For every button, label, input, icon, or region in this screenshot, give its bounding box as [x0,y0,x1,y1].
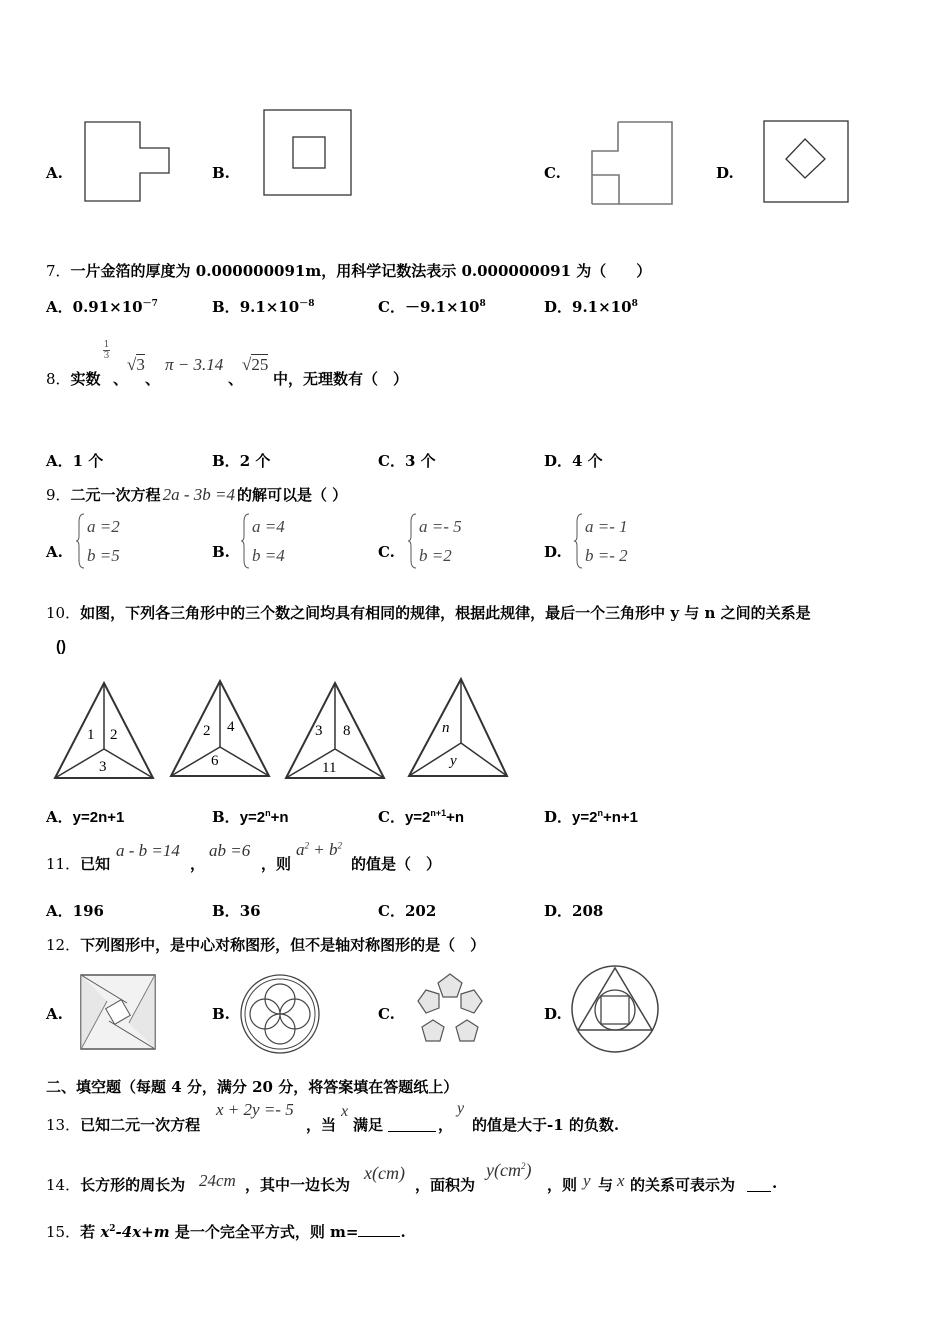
q10-number: 10． [46,604,81,622]
svg-text:y: y [450,753,457,769]
svg-text:1: 1 [87,727,95,743]
q15-number: 15． [46,1223,81,1241]
q8-prefix: 实数 [70,370,101,388]
q11-equation-1: a - b =14 [116,841,180,860]
q11-option-d[interactable]: D．208 [544,902,604,920]
q6-figure-d [758,115,858,215]
q11-number: 11． [46,855,81,873]
q15-end: . [400,1223,406,1241]
q13-prefix: 已知二元一次方程 [80,1116,201,1134]
q13-stem [46,1114,200,1135]
q10-triangle-4 [404,673,514,783]
q14-area: $y(cm^2)$ [486,1160,532,1180]
q8-sqrt25: √25 [242,355,269,374]
q9-option-b-system: a =4 b =4 [252,517,285,565]
q9-option-a-label[interactable]: A. [46,543,63,561]
q7-option-a[interactable]: A．$0.91\times 10^{-7}$ [46,298,158,316]
q9-equation: 2a - 3b =4 [162,485,235,504]
q8-number: 8． [46,370,71,388]
q9-stem [46,484,347,505]
q9-option-b-brace [241,512,251,570]
q9-option-c-system: a =- 5 b =2 [419,517,462,565]
q11-stem [46,853,110,874]
q8-sqrt3: √3 [127,355,145,374]
q9-option-d-system: a =- 1 b =- 2 [585,517,628,565]
svg-text:3: 3 [99,759,107,775]
q12-figure-a [79,973,159,1053]
q12-stem [46,934,485,955]
q8-sep-1: 、 [113,370,129,388]
q9-option-d-label[interactable]: D. [544,543,562,561]
q14-mid-2: ，面积为 [415,1176,476,1194]
svg-text:6: 6 [211,753,219,769]
q10-option-d[interactable]: D．$y=2^n+n+1$ [544,808,638,826]
q8-sep-3: 、 [228,370,244,388]
q13-number: 13． [46,1116,81,1134]
q9-option-b-label[interactable]: B. [212,543,230,561]
q15-expr-exp: 2 [109,1224,116,1234]
q10-paren: () [56,638,66,655]
svg-text:4: 4 [227,719,235,735]
q15-suffix: 是一个完全平方式，则 m= [169,1223,359,1241]
q8-suffix: 中，无理数有（ ） [273,370,409,388]
q14-end: . [772,1174,778,1192]
q8-option-a[interactable]: A．1 个 [46,452,104,470]
q12-text: 下列图形中，是中心对称图形，但不是轴对称图形的是（ ） [80,936,486,954]
q11-comma: ， [190,855,206,873]
q12-option-a-label[interactable]: A. [46,1005,63,1023]
q11-option-b[interactable]: B．36 [212,902,261,920]
q11-suffix: 的值是（ ） [351,855,442,873]
q14-prefix: 长方形的周长为 [80,1176,186,1194]
q8-pi-expression: π − 3.14 [165,355,224,374]
q12-figure-d [570,964,660,1054]
q10-text: 如图，下列各三角形中的三个数之间均具有相同的规律，根据此规律，最后一个三角形中 y 与 n 之间的关系是 [80,604,811,622]
q11-expression: $a^2 + b^2$ [296,840,342,859]
q7-stem [46,260,651,281]
q14-mid-3: ，则 [547,1176,578,1194]
q10-triangle-3 [281,677,391,787]
q14-perimeter: 24cm [199,1171,236,1190]
q10-option-a[interactable]: A．y=2n+1 [46,808,125,826]
q7-option-d[interactable]: D．$9.1\times 10^8$ [544,298,638,316]
q6-option-d-label: D. [716,164,734,182]
q14-mid-1: ，其中一边长为 [245,1176,351,1194]
q12-option-b-label[interactable]: B. [212,1005,230,1023]
q6-figure-c [585,115,685,215]
svg-text:3: 3 [315,723,323,739]
q12-figure-c [406,970,496,1054]
q10-triangle-2 [166,675,276,785]
q11-prefix: 已知 [80,855,111,873]
q11-then: ，则 [261,855,292,873]
q15-expr-rest: -4x+m [115,1223,170,1241]
q8-option-d[interactable]: D．4 个 [544,452,603,470]
q13-mid-2: 满足 [353,1116,384,1134]
q9-option-d-brace [574,512,584,570]
q13-suffix: 的值是大于-1 的负数. [472,1116,620,1134]
q8-fraction: 1 3 [103,340,110,361]
q9-option-c-brace [408,512,418,570]
q6-figure-b [258,105,358,205]
q6-option-a-label: A. [46,164,63,182]
q12-figure-b [238,972,322,1056]
q10-stem [46,602,811,623]
q14-number: 14． [46,1176,81,1194]
q7-number: 7． [46,262,71,280]
q8-option-c[interactable]: C．3 个 [378,452,436,470]
section-2-title: 二、填空题（每题 4 分，满分 20 分，将答案填在答题纸上） [46,1078,459,1096]
q8-sep-2: 、 [145,370,161,388]
q13-var-x: x [341,1103,349,1120]
q7-option-c[interactable]: C．$-9.1\times 10^8$ [378,298,486,316]
q13-var-y: y [457,1100,465,1117]
q10-option-b[interactable]: B．$y=2^n+n$ [212,808,289,826]
q14-var-x: x [617,1171,625,1190]
q10-option-c[interactable]: C．$y=2^{n+1}+n$ [378,808,465,826]
q12-option-d-label[interactable]: D. [544,1005,562,1023]
svg-text:2: 2 [110,727,118,743]
q13-comma: ， [438,1116,454,1134]
q6-option-c-label: C. [544,164,561,182]
q14-suffix: 的关系可表示为 [630,1176,736,1194]
q7-text: 一片金箔的厚度为 0.000000091m，用科学记数法表示 0.000000091 为（ ） [70,262,652,280]
q9-option-a-brace [76,512,86,570]
q15-prefix: 若 [80,1223,101,1241]
svg-text:8: 8 [343,723,351,739]
q6-figure-a [80,115,180,215]
q8-option-b[interactable]: B．2 个 [212,452,271,470]
q15-answer-blank[interactable] [358,1222,400,1237]
q11-option-a[interactable]: A．196 [46,902,104,920]
q9-option-a-system: a =2 b =5 [87,517,120,565]
q15-stem [46,1221,406,1242]
q11-equation-2: ab =6 [209,841,251,860]
q7-option-b[interactable]: B．$9.1\times 10^{-8}$ [212,298,315,316]
q14-answer-blank[interactable] [747,1174,771,1192]
q14-side: x(cm) [364,1163,405,1183]
q14-var-y: y [583,1171,591,1190]
svg-text:11: 11 [322,760,337,776]
svg-text:2: 2 [203,723,211,739]
q12-option-c-label[interactable]: C. [378,1005,395,1023]
svg-text:n: n [442,720,450,736]
q9-suffix: 的解可以是（ ） [236,486,348,504]
q9-prefix: 二元一次方程 [70,486,161,504]
q11-option-c[interactable]: C．202 [378,902,437,920]
q12-number: 12． [46,936,81,954]
q14-stem [46,1174,185,1195]
q9-number: 9． [46,486,71,504]
q13-answer-blank[interactable] [388,1114,436,1132]
q15-expr-x: x [100,1223,110,1241]
q13-mid-1: ，当 [306,1116,337,1134]
q14-mid-4: 与 [598,1176,614,1194]
q9-option-c-label[interactable]: C. [378,543,395,561]
q10-triangle-1 [50,677,160,787]
q13-equation: x + 2y =- 5 [216,1100,294,1119]
q8-stem [46,368,101,389]
q6-option-b-label: B. [212,164,230,182]
